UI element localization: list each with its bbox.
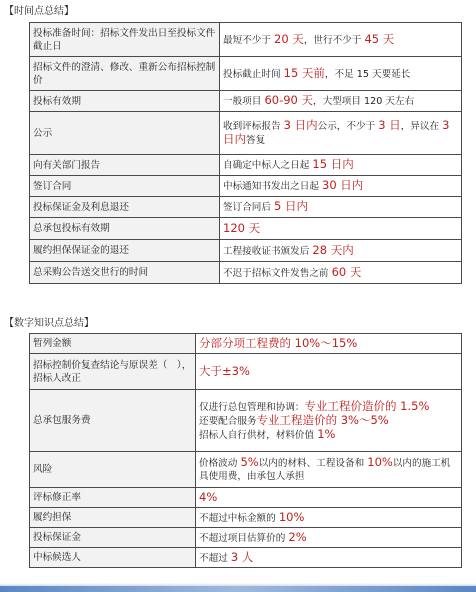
value-text: ，异议在	[400, 121, 443, 132]
row-value	[220, 57, 462, 91]
row-value	[220, 197, 462, 218]
section-title-numbers: 【数字知识点总结】	[4, 318, 94, 329]
value-text: 招标人自行供材，材料价值	[199, 429, 318, 441]
table-row	[30, 488, 462, 508]
row-label: 评标修正率	[30, 488, 196, 508]
table-row	[30, 176, 462, 197]
highlight-text: 1%	[317, 426, 336, 441]
row-label: 中标候选人	[30, 548, 196, 568]
row-value	[220, 262, 462, 284]
highlight-text: 28 天内	[312, 242, 354, 257]
table-row	[30, 57, 462, 91]
value-text: 工程接收证书颁发后	[223, 245, 313, 257]
table-row	[30, 197, 462, 218]
value-text: 不超过项目估算价的	[199, 532, 289, 544]
value-text: 不超过中标金额的	[199, 512, 279, 524]
table-row	[30, 334, 462, 354]
value-text: 不超过	[199, 552, 231, 564]
table-row	[30, 528, 462, 548]
table-row	[30, 548, 462, 568]
highlight-text: 10%	[367, 455, 393, 469]
value-text: 签订合同后	[223, 202, 275, 213]
value-text: 还要配合服务	[199, 415, 257, 427]
row-value	[196, 488, 462, 508]
row-value	[196, 452, 462, 488]
highlight-text: 专业工程造价	[256, 412, 326, 427]
table-row	[30, 390, 462, 452]
highlight-text: 20 天	[274, 31, 304, 46]
row-label: 总承包投标有效期	[30, 218, 220, 240]
value-text: 价格波动	[199, 458, 241, 469]
highlight-text: 60 天	[331, 264, 362, 279]
highlight-text: 10%	[278, 509, 305, 524]
value-text: 以内的材料、工程设备和	[258, 458, 368, 469]
row-value	[220, 112, 462, 155]
highlight-text: 的 10%～15%	[279, 335, 358, 350]
row-label: 风险	[30, 452, 196, 488]
highlight-text: 4%	[199, 489, 218, 504]
row-label: 履约担保	[30, 508, 196, 528]
value-text: ，世行不少于	[303, 34, 365, 46]
row-label: 向有关部门报告	[30, 155, 220, 176]
value-text: 自确定中标人之日起	[223, 160, 313, 171]
value-text: ，不足 15 天要延长	[324, 68, 411, 80]
row-value	[220, 23, 462, 57]
row-value	[196, 548, 462, 568]
value-text: ，大型项目 120 天左右	[313, 96, 415, 107]
highlight-text: 15 天前	[283, 65, 325, 80]
row-value	[220, 155, 462, 176]
row-value	[196, 528, 462, 548]
table-row	[30, 23, 462, 57]
table-row	[30, 452, 462, 488]
row-value	[220, 240, 462, 262]
row-label: 公示	[30, 112, 220, 155]
value-text: 不迟于招标文件发售之前	[223, 267, 332, 279]
highlight-text: 专业工程价造价的 1.5%	[304, 398, 430, 413]
row-label: 投标保证金及利息退还	[30, 197, 220, 218]
highlight-text: 的 3%～5%	[325, 412, 389, 427]
row-value	[196, 354, 462, 390]
row-label: 签订合同	[30, 176, 220, 197]
row-label: 总采购公告送交世行的时间	[30, 262, 220, 284]
row-value	[220, 176, 462, 197]
highlight-text: 5 日内	[274, 199, 309, 213]
highlight-text: 45 天	[364, 31, 395, 46]
highlight-text: 大于±3%	[199, 363, 250, 378]
table-row	[30, 155, 462, 176]
time-summary-table	[29, 22, 462, 284]
value-text: 答复	[246, 135, 266, 146]
row-label: 招标控制价复查结论与原误差（ ），招标人改正	[30, 354, 196, 390]
row-label: 招标文件的澄清、修改、重新公布招标控制价	[30, 57, 220, 91]
value-text: 中标通知书发出之日起	[223, 181, 322, 192]
section-title-time: 【时间点总结】	[4, 6, 74, 17]
value-text: 最短不少于	[223, 34, 275, 46]
table-row	[30, 354, 462, 390]
value-text: 一般项目	[223, 96, 265, 107]
row-value	[220, 91, 462, 112]
highlight-text: 3 日内	[223, 118, 450, 146]
highlight-text: 15 日内	[312, 157, 354, 171]
table-row	[30, 218, 462, 240]
highlight-text: 60-90 天	[264, 93, 314, 107]
row-label: 暂列金额	[30, 334, 196, 354]
table-row	[30, 240, 462, 262]
highlight-text: 30 日内	[322, 178, 364, 192]
table-row	[30, 91, 462, 112]
row-label: 投标有效期	[30, 91, 220, 112]
row-value	[196, 334, 462, 354]
row-label: 投标保证金	[30, 528, 196, 548]
value-text: 以内的施工机具使用费，由承包人承担	[199, 458, 451, 482]
highlight-text: 5%	[240, 455, 259, 469]
row-label: 总承包服务费	[30, 390, 196, 452]
value-text: 公示，不少于	[317, 121, 379, 132]
row-label: 投标准备时间：招标文件发出日至投标文件截止日	[30, 23, 220, 57]
row-label: 履约担保保证金的退还	[30, 240, 220, 262]
bottom-bar	[0, 586, 476, 592]
row-value	[220, 218, 462, 240]
number-summary-table	[29, 333, 462, 568]
highlight-text: 分部分项工程费	[199, 335, 280, 350]
highlight-text: 120 天	[223, 220, 261, 235]
table-row	[30, 508, 462, 528]
table-row	[30, 262, 462, 284]
value-text: 仅进行总包管理和协调：	[199, 401, 305, 413]
row-value	[196, 390, 462, 452]
highlight-text: 3 日内	[283, 118, 318, 132]
highlight-text: 3 人	[230, 549, 254, 564]
highlight-text: 2%	[288, 529, 307, 544]
highlight-text: 3 日	[378, 118, 401, 132]
value-text: 投标截止时间	[223, 68, 284, 80]
table-row	[30, 112, 462, 155]
row-value	[196, 508, 462, 528]
value-text: 收到评标报告	[223, 121, 284, 132]
